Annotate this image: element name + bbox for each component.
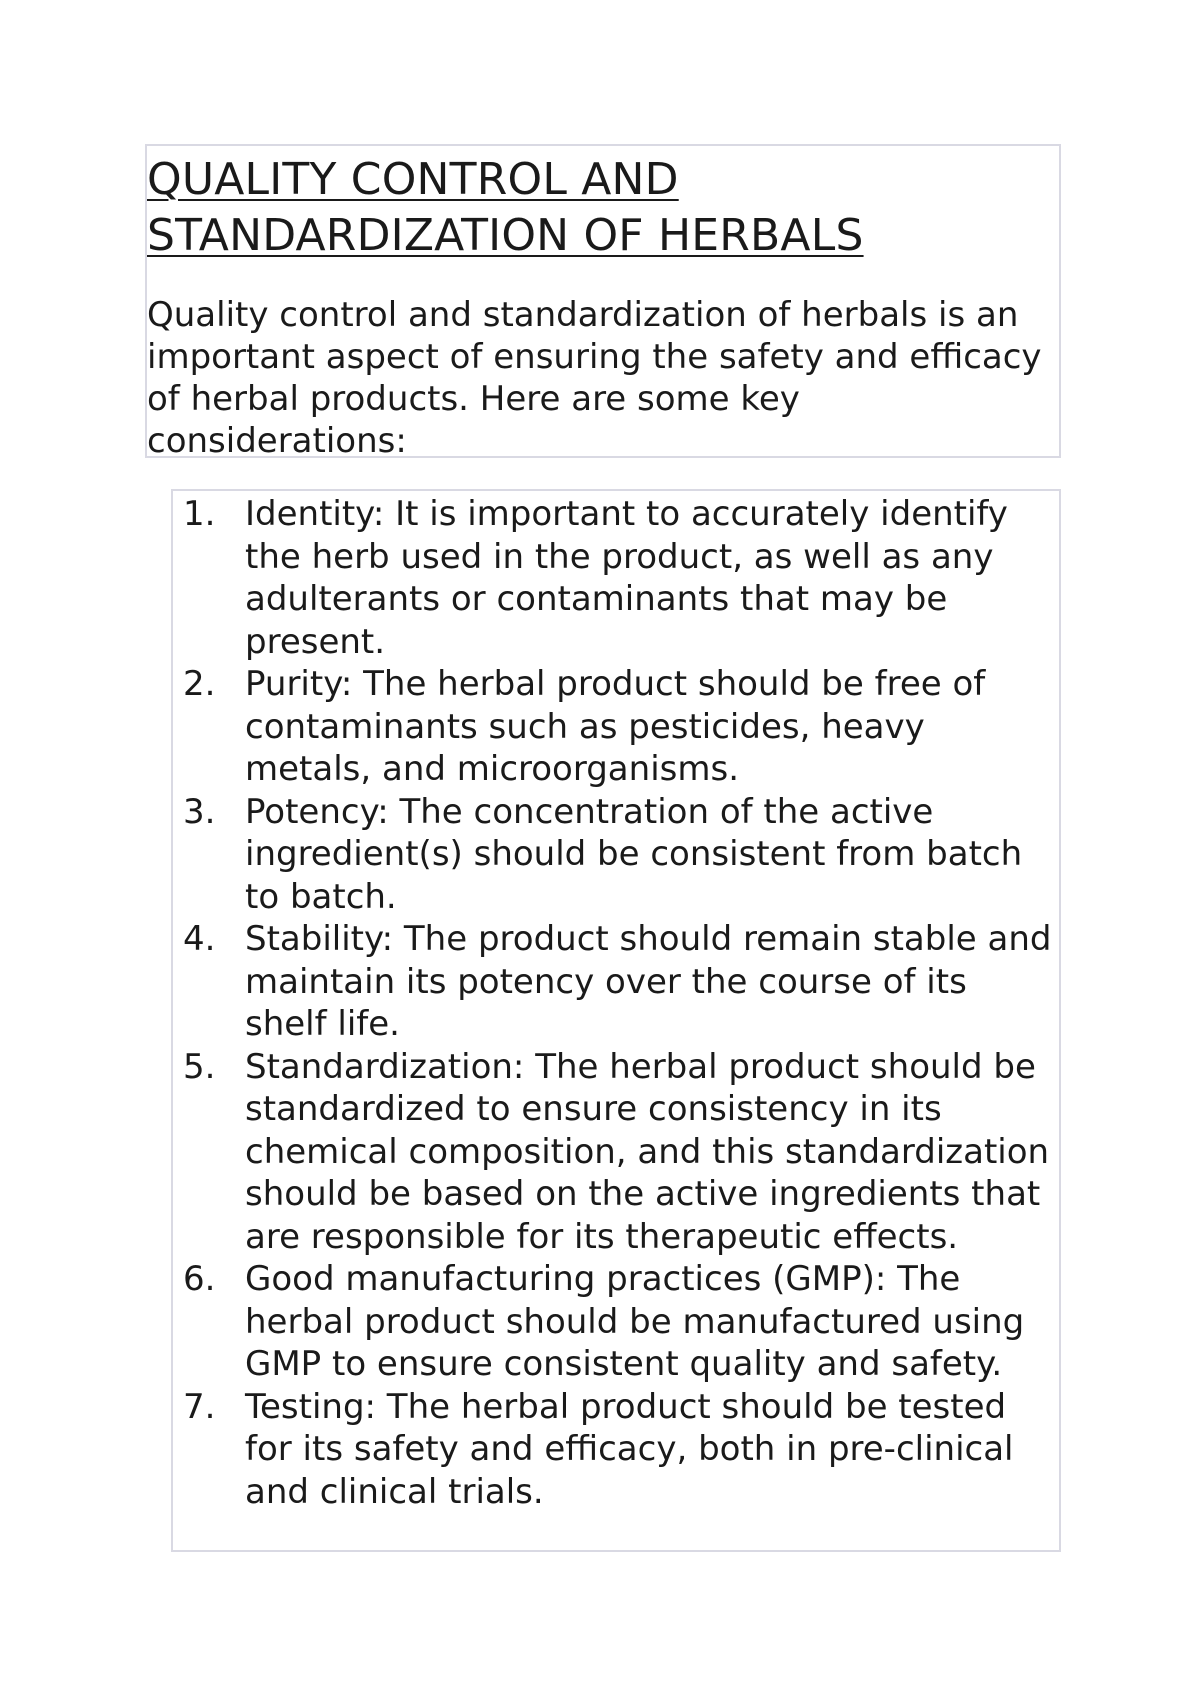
considerations-list [183, 493, 1053, 1513]
list-item-text: Stability: The product should remain stable and maintain its potency over the course of its shelf life. [245, 919, 1052, 1044]
list-item-number: 3. [183, 791, 216, 832]
title-line-2: STANDARDIZATION OF HERBALS [147, 210, 864, 261]
list-item [183, 791, 1053, 919]
list-item-text: Potency: The concentration of the active ingredient(s) should be consistent from batch to batch. [245, 791, 1023, 917]
list-item-text: Purity: The herbal product should be free of contaminants such as pesticides, heavy metals, and microorganisms. [245, 664, 986, 789]
list-item [183, 1386, 1053, 1514]
list-item [183, 1046, 1053, 1259]
list-item-number: 5. [183, 1046, 216, 1087]
list-item-number: 1. [183, 494, 216, 534]
list-item [183, 663, 1053, 791]
list-item [183, 1258, 1053, 1386]
list-item-number: 4. [183, 919, 216, 959]
list-item-text: Identity: It is important to accurately identify the herb used in the product, as well as any adulterants or contaminants that may be present. [245, 494, 1008, 662]
list-item-number: 6. [183, 1259, 216, 1299]
list-item-text: Standardization: The herbal product should be standardized to ensure consistency in its chemical composition, and this standardization should be based on the active ingredients that are responsible for its therapeutic effects. [245, 1046, 1050, 1257]
list-item-text: Good manufacturing practices (GMP): The herbal product should be manufactured using GMP to ensure consistent quality and safety. [245, 1259, 1025, 1384]
list-item-text: Testing: The herbal product should be tested for its safety and efficacy, both in pre-clinical and clinical trials. [245, 1386, 1014, 1512]
list-item-number: 2. [183, 664, 216, 704]
intro-paragraph: Quality control and standardization of herbals is an important aspect of ensuring the safety and efficacy of herbal products. Here are some key considerations: [147, 295, 1042, 461]
intro-section [145, 144, 1061, 461]
document-title [147, 152, 1059, 264]
considerations-section [171, 489, 1061, 1552]
list-item [183, 918, 1053, 1046]
list-item-number: 7. [183, 1386, 216, 1427]
list-item [183, 493, 1053, 663]
title-line-1: QUALITY CONTROL AND [147, 154, 679, 205]
